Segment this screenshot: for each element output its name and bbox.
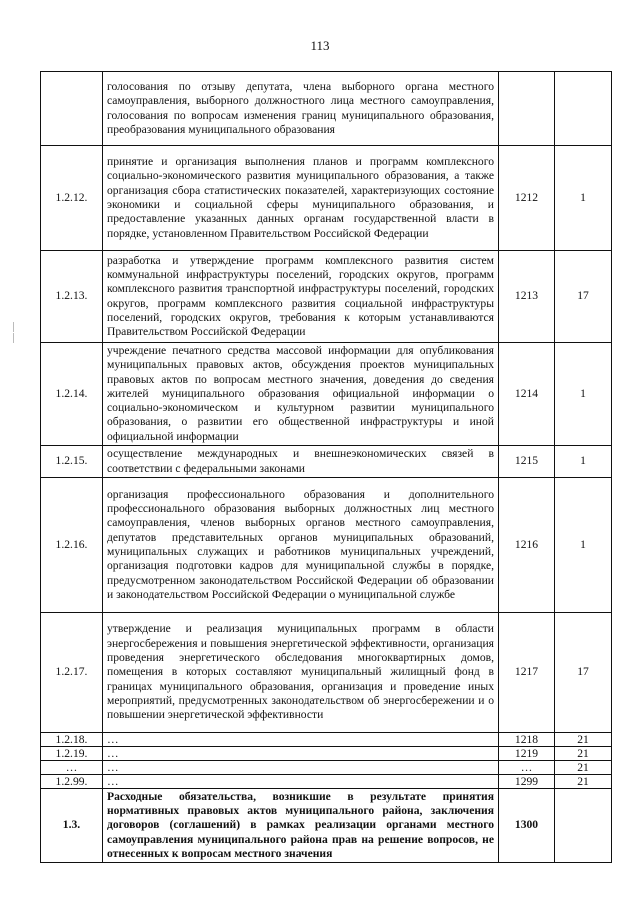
row-description: голосования по отзыву депутата, члена выборного органа местного самоуправления, выборного должностного лица местного самоуправления, голосования по вопросам изменения границ муниципального образования, преобразования муниципального образования [103,72,499,146]
row-number: 1.2.15. [41,446,103,478]
row-code [499,72,555,146]
row-value: 21 [555,733,612,747]
page-number: 113 [310,38,330,53]
row-description: … [103,733,499,747]
row-value: 1 [555,146,612,251]
row-code: 1212 [499,146,555,251]
row-value: 1 [555,343,612,446]
row-number: 1.3. [41,789,103,863]
row-value: 1 [555,478,612,613]
row-code: 1214 [499,343,555,446]
table-row [41,775,612,789]
row-number: 1.2.13. [41,251,103,343]
row-description: … [103,761,499,775]
row-description: утверждение и реализация муниципальных программ в области энергосбережения и повышения энергетической эффективности, организация проведения энергетического обследования многоквартирных домов, помещения в которых составляют муниципальный жилищный фонд в границах муниципального образования, организация и проведение иных мероприятий, предусмотренных законодательством об энергосбережении и о повышении энергетической эффективности [103,613,499,733]
table-row [41,343,612,446]
row-code: … [499,761,555,775]
row-value: 17 [555,251,612,343]
row-value: 21 [555,761,612,775]
row-code: 1217 [499,613,555,733]
table-row [41,72,612,146]
row-code: 1213 [499,251,555,343]
row-description: … [103,747,499,761]
row-number: 1.2.17. [41,613,103,733]
table-row [41,446,612,478]
row-description: разработка и утверждение программ комплексного развития систем коммунальной инфраструктуры поселений, городских округов, программ комплексного развития транспортной инфраструктуры поселений, городских округов, программ комплексного развития социальной инфраструктуры поселений, городских округов, требования к которым устанавливаются Правительством Российской Федерации [103,251,499,343]
row-value: 21 [555,747,612,761]
table-row [41,733,612,747]
table-row [41,251,612,343]
row-value [555,72,612,146]
row-number [41,72,103,146]
row-code: 1215 [499,446,555,478]
row-code: 1300 [499,789,555,863]
row-description: организация профессионального образования и дополнительного профессионального образования выборных должностных лиц местного самоуправления, членов выборных органов местного самоуправления, депутатов представительных органов муниципальных образований, муниципальных служащих и работников муниципальных учреждений, организация подготовки кадров для муниципальной службы в порядке, предусмотренном законодательством Российской Федерации об образовании и законодательством Российской Федерации о муниципальной службе [103,478,499,613]
row-number: 1.2.99. [41,775,103,789]
row-value: 1 [555,446,612,478]
row-number: 1.2.16. [41,478,103,613]
row-value: 17 [555,613,612,733]
row-number: 1.2.19. [41,747,103,761]
row-description: … [103,775,499,789]
row-number: 1.2.12. [41,146,103,251]
row-description: учреждение печатного средства массовой информации для опубликования муниципальных правовых актов, обсуждения проектов муниципальных правовых актов по вопросам местного значения, доведения до сведения жителей муниципального образования официальной информации о социально-экономическом и культурном развитии муниципального образования, о развитии его общественной инфраструктуры и иной официальной информации [103,343,499,446]
row-code: 1218 [499,733,555,747]
expenditure-table [40,71,612,863]
punch-mark [13,322,21,332]
table-row [41,747,612,761]
table-row [41,761,612,775]
row-code: 1219 [499,747,555,761]
table-row [41,478,612,613]
row-number: 1.2.18. [41,733,103,747]
row-code: 1299 [499,775,555,789]
row-description: принятие и организация выполнения планов и программ комплексного социально-экономического развития муниципального образования, а также организация сбора статистических показателей, характеризующих состояние экономики и социальной сферы муниципального образования, и предоставление указанных данных органам государственной власти в порядке, установленном Правительством Российской Федерации [103,146,499,251]
punch-mark [13,333,21,343]
row-code: 1216 [499,478,555,613]
row-description: Расходные обязательства, возникшие в результате принятия нормативных правовых актов муниципального района, заключения договоров (соглашений) в рамках реализации органами местного самоуправления муниципального района прав на решение вопросов, не отнесенных к вопросам местного значения [103,789,499,863]
row-description: осуществление международных и внешнеэкономических связей в соответствии с федеральными законами [103,446,499,478]
table-row [41,146,612,251]
row-number: … [41,761,103,775]
row-value [555,789,612,863]
row-number: 1.2.14. [41,343,103,446]
row-value: 21 [555,775,612,789]
table-row [41,613,612,733]
table-row [41,789,612,863]
